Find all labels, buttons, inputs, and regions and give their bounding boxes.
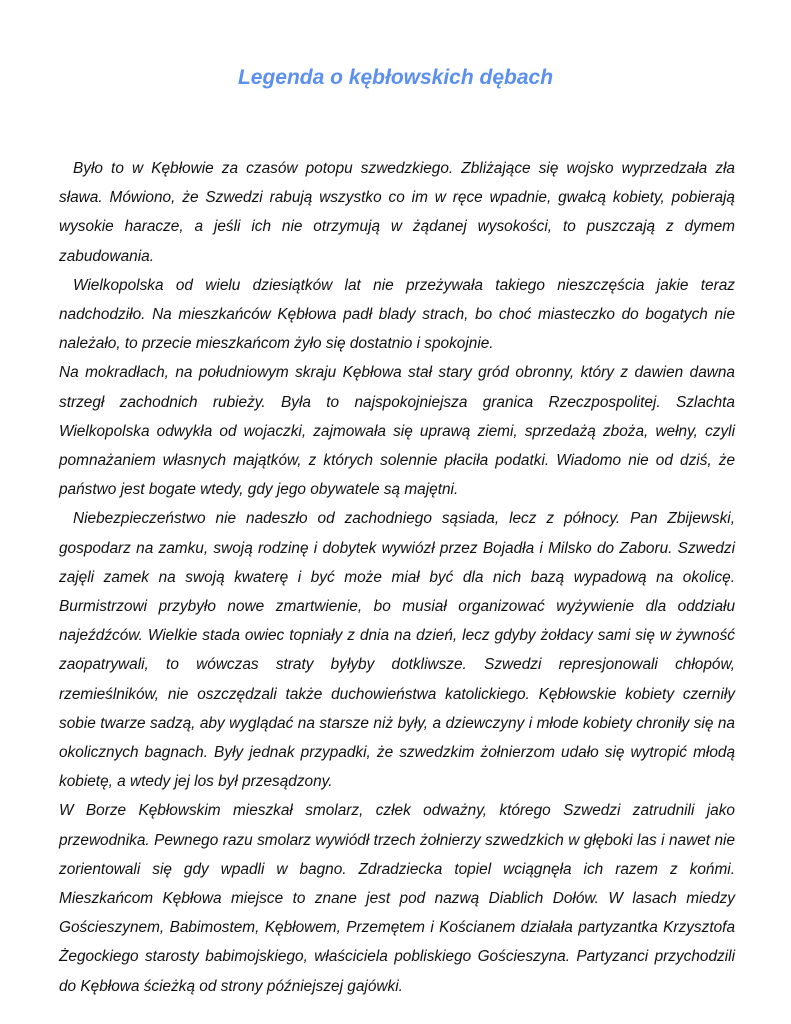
paragraph-5: W Borze Kębłowskim mieszkał smolarz, człek odważny, którego Szwedzi zatrudnili jako przewodnika. Pewnego razu smolarz wywiódł trzech żołnierzy szwedzkich w głęboki las i nawet nie zorientowali się gdy wpadli w bagno. Zdradziecka topiel wciągnęła ich razem z końmi. Mieszkańcom Kębłowa miejsce to znane jest pod nazwą Diablich Dołów. W lasach miedzy Gościeszynem, Babimostem, Kębłowem, Przemętem i Kościanem działała partyzantka Krzysztofa Żegockiego starosty babimojskiego, właściciela pobliskiego Gościeszyna. Partyzanci przychodzili do Kębłowa ścieżką od strony późniejszej gajówki. — [59, 802, 735, 995]
paragraph-3: Na mokradłach, na południowym skraju Kębłowa stał stary gród obronny, który z dawien dawna strzegł zachodnich rubieży. Była to najspokojniejsza granica Rzeczpospolitej. Szlachta Wielkopolska odwykła od wojaczki, zajmowała się uprawą ziemi, sprzedażą zboża, wełny, czyli pomnażaniem własnych majątków, z których solennie płaciła podatki. Wiadomo nie od dziś, że państwo jest bogate wtedy, gdy jego obywatele są majętni. — [59, 364, 735, 499]
paragraph-4: Niebezpieczeństwo nie nadeszło od zachodniego sąsiada, lecz z północy. Pan Zbijewski, gospodarz na zamku, swoją rodzinę i dobytek wywiózł przez Bojadła i Milsko do Zaboru. Szwedzi zajęli zamek na swoją kwaterę i być może miał być dla nich bazą wypadową na okolicę. Burmistrzowi przybyło nowe zmartwienie, bo musiał organizować wyżywienie dla oddziału najeźdźców. Wielkie stada owiec topniały z dnia na dzień, lecz gdyby żołdacy sami się w żywność zaopatrywali, to wówczas straty byłyby dotkliwsze. Szwedzi represjonowali chłopów, rzemieślników, nie oszczędzali także duchowieństwa katolickiego. Kębłowskie kobiety czerniły sobie twarze sadzą, aby wyglądać na starsze niż były, a dziewczyny i młode kobiety chroniły się na okolicznych bagnach. Były jednak przypadki, że szwedzkim żołnierzom udało się wytropić młodą kobietę, a wtedy jej los był przesądzony. — [59, 510, 735, 791]
paragraph-2: Wielkopolska od wielu dziesiątków lat nie przeżywała takiego nieszczęścia jakie teraz nadchodziło. Na mieszkańców Kębłowa padł blady strach, bo choć miasteczko do bogatych nie należało, to przecie mieszkańcom żyło się dostatnio i spokojnie. — [59, 276, 735, 353]
document-title: Legenda o kębłowskich dębach — [237, 66, 554, 89]
document-body — [59, 154, 735, 1001]
paragraph-1: Było to w Kębłowie za czasów potopu szwedzkiego. Zbliżające się wojsko wyprzedzała zła sława. Mówiono, że Szwedzi rabują wszystko co im w ręce wpadnie, gwałcą kobiety, pobierają wysokie haracze, a jeśli ich nie otrzymują w żądanej wysokości, to puszczają z dymem zabudowania. — [59, 160, 735, 265]
